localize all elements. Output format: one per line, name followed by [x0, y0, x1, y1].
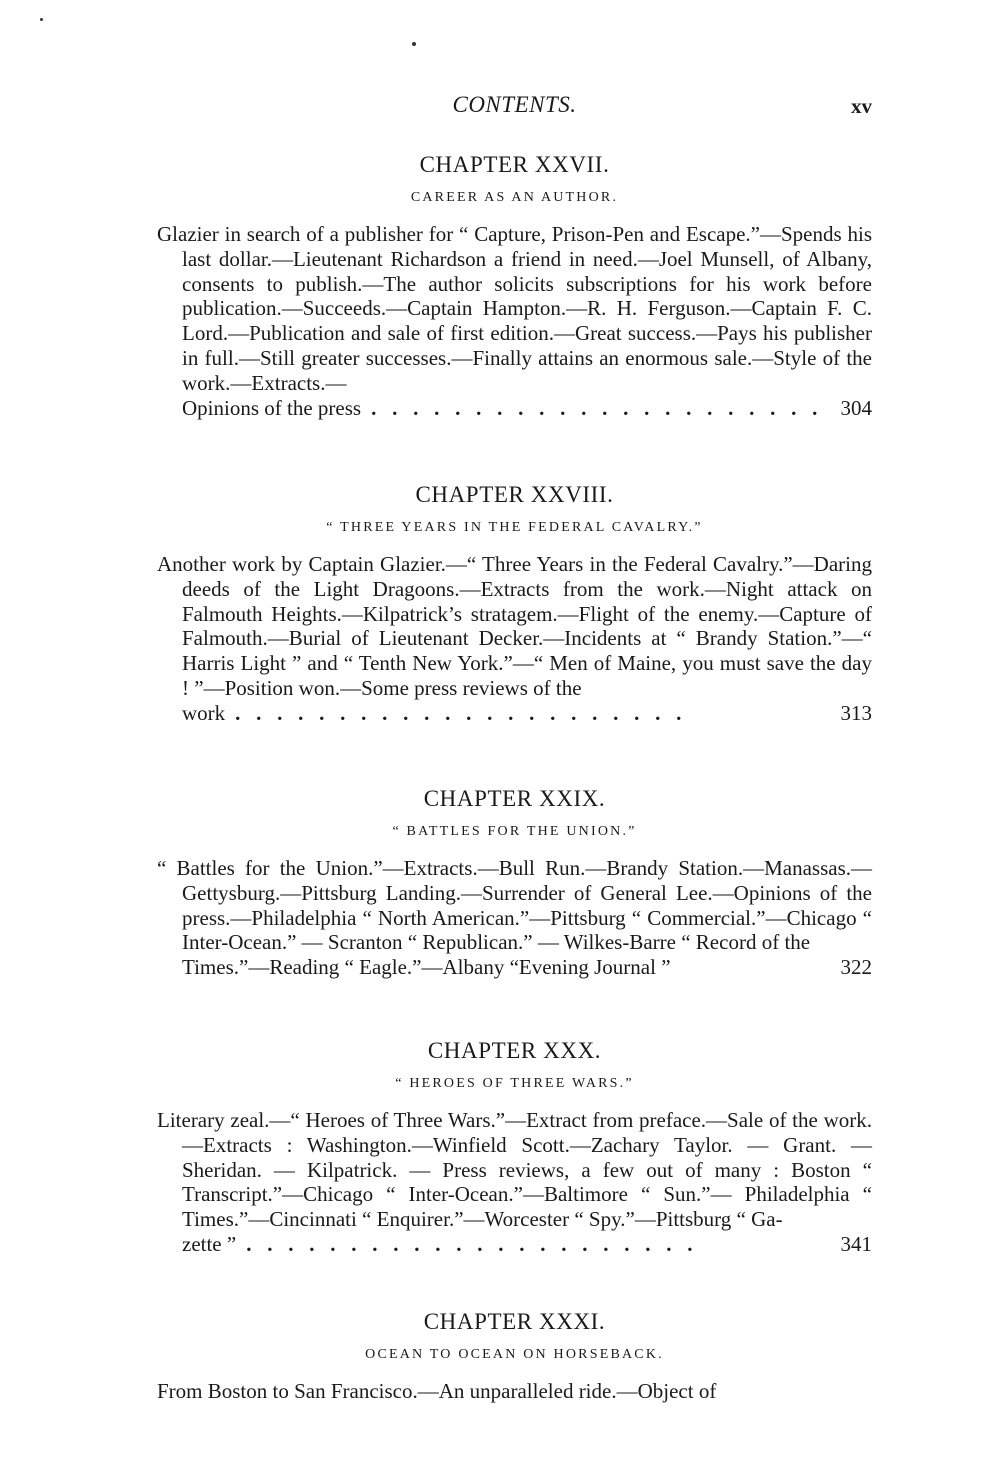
running-head-title: CONTENTS. — [452, 92, 577, 117]
summary-text: Another work by Captain Glazier.—“ Three Years in the Federal Cavalry.”—Daring deeds of the Light Dragoons.—Extracts from the work.—Night attack on Falmouth Heights.—Kilpatrick’s stratagem.—Flight of the enemy.—Capture of Falmouth.—Burial of Lieutenant Decker.—Incidents at “ Brandy Station.”—“ Harris Light ” and “ Tenth New York.”—“ Men of Maine, you must save the day ! ”—Position won.—Some press reviews of the — [157, 552, 872, 700]
chapter-summary — [157, 856, 872, 980]
chapter-entry — [157, 482, 872, 726]
chapter-subtitle: “ HEROES OF THREE WARS.” — [395, 1076, 634, 1091]
summary-last-line — [182, 955, 872, 980]
dot-leader — [236, 1232, 840, 1257]
chapter-subtitle: OCEAN TO OCEAN ON HORSEBACK. — [365, 1347, 664, 1362]
chapter-summary — [157, 552, 872, 726]
chapter-subtitle: “ THREE YEARS IN THE FEDERAL CAVALRY.” — [326, 520, 703, 535]
chapter-subtitle: CAREER AS AN AUTHOR. — [410, 190, 619, 205]
chapter-page-ref: 313 — [840, 700, 872, 725]
summary-text: “ Battles for the Union.”—Extracts.—Bull Run.—Brandy Station.—Manassas.—Gettysburg.—Pittsburg Landing.—Surrender of General Lee.—Opinions of the press.—Philadelphia “ North American.”—Pittsburg “ Commercial.”—Chicago “ Inter-Ocean.” — Scranton “ Republican.” — Wilkes-Barre “ Record of the — [157, 856, 872, 955]
chapter-page-ref: 322 — [840, 955, 872, 980]
chapter-subtitle: “ BATTLES FOR THE UNION.” — [392, 824, 637, 839]
ink-speck — [40, 18, 43, 21]
dot-leader — [225, 701, 840, 726]
chapter-entry — [157, 1309, 872, 1404]
summary-last-text: zette ” — [182, 1231, 237, 1256]
summary-text: Glazier in search of a publisher for “ Capture, Prison-Pen and Escape.”—Spends his last dollar.—Lieutenant Richardson a friend in need.—Joel Munsell, of Albany, consents to publish.—The author solicits subscriptions for his work before publication.—Succeeds.—Captain Hampton.—R. H. Ferguson.—Captain F. C. Lord.—Publication and sale of first edition.—Great success.—Pays his publisher in full.—Still greater successes.—Finally attains an enormous sale.—Style of the work.—Extracts.— — [157, 222, 872, 395]
chapter-title: CHAPTER XXVIII. — [415, 482, 614, 507]
chapter-summary — [157, 1379, 872, 1404]
chapter-title: CHAPTER XXX. — [427, 1038, 602, 1063]
chapter-entry — [157, 1038, 872, 1257]
running-head — [157, 92, 872, 126]
page-number: xv — [851, 94, 872, 118]
summary-last-text: work — [182, 700, 226, 725]
summary-last-text: Opinions of the press — [182, 395, 362, 420]
chapter-page-ref: 341 — [840, 1231, 872, 1256]
summary-text: Literary zeal.—“ Heroes of Three Wars.”—Extract from preface.—Sale of the work.—Extracts : Washington.—Winfield Scott.—Zachary Taylor. — Grant. — Sheridan. — Kilpatrick. — Press reviews, a few out of many : Boston “ Transcript.”—Chicago “ Inter-Ocean.”—Baltimore “ Sun.”— Philadelphia “ Times.”—Cincinnati “ Enquirer.”—Worcester “ Spy.”—Pittsburg “ Ga- — [157, 1108, 872, 1232]
chapter-entry — [157, 786, 872, 980]
ink-speck — [412, 42, 416, 46]
summary-last-line — [182, 1232, 872, 1257]
summary-text: From Boston to San Francisco.—An unparalleled ride.—Object of — [157, 1379, 717, 1403]
chapter-entry — [157, 152, 872, 420]
summary-last-line — [182, 701, 872, 726]
chapter-title: CHAPTER XXIX. — [423, 786, 606, 811]
summary-last-text: Times.”—Reading “ Eagle.”—Albany “Evening Journal ” — [182, 955, 671, 980]
chapter-summary — [157, 1108, 872, 1257]
dot-leader — [361, 396, 840, 421]
summary-last-line — [182, 396, 872, 421]
chapter-page-ref: 304 — [840, 395, 872, 420]
chapter-summary — [157, 222, 872, 420]
chapter-title: CHAPTER XXXI. — [423, 1309, 606, 1334]
chapter-title: CHAPTER XXVII. — [419, 152, 610, 177]
